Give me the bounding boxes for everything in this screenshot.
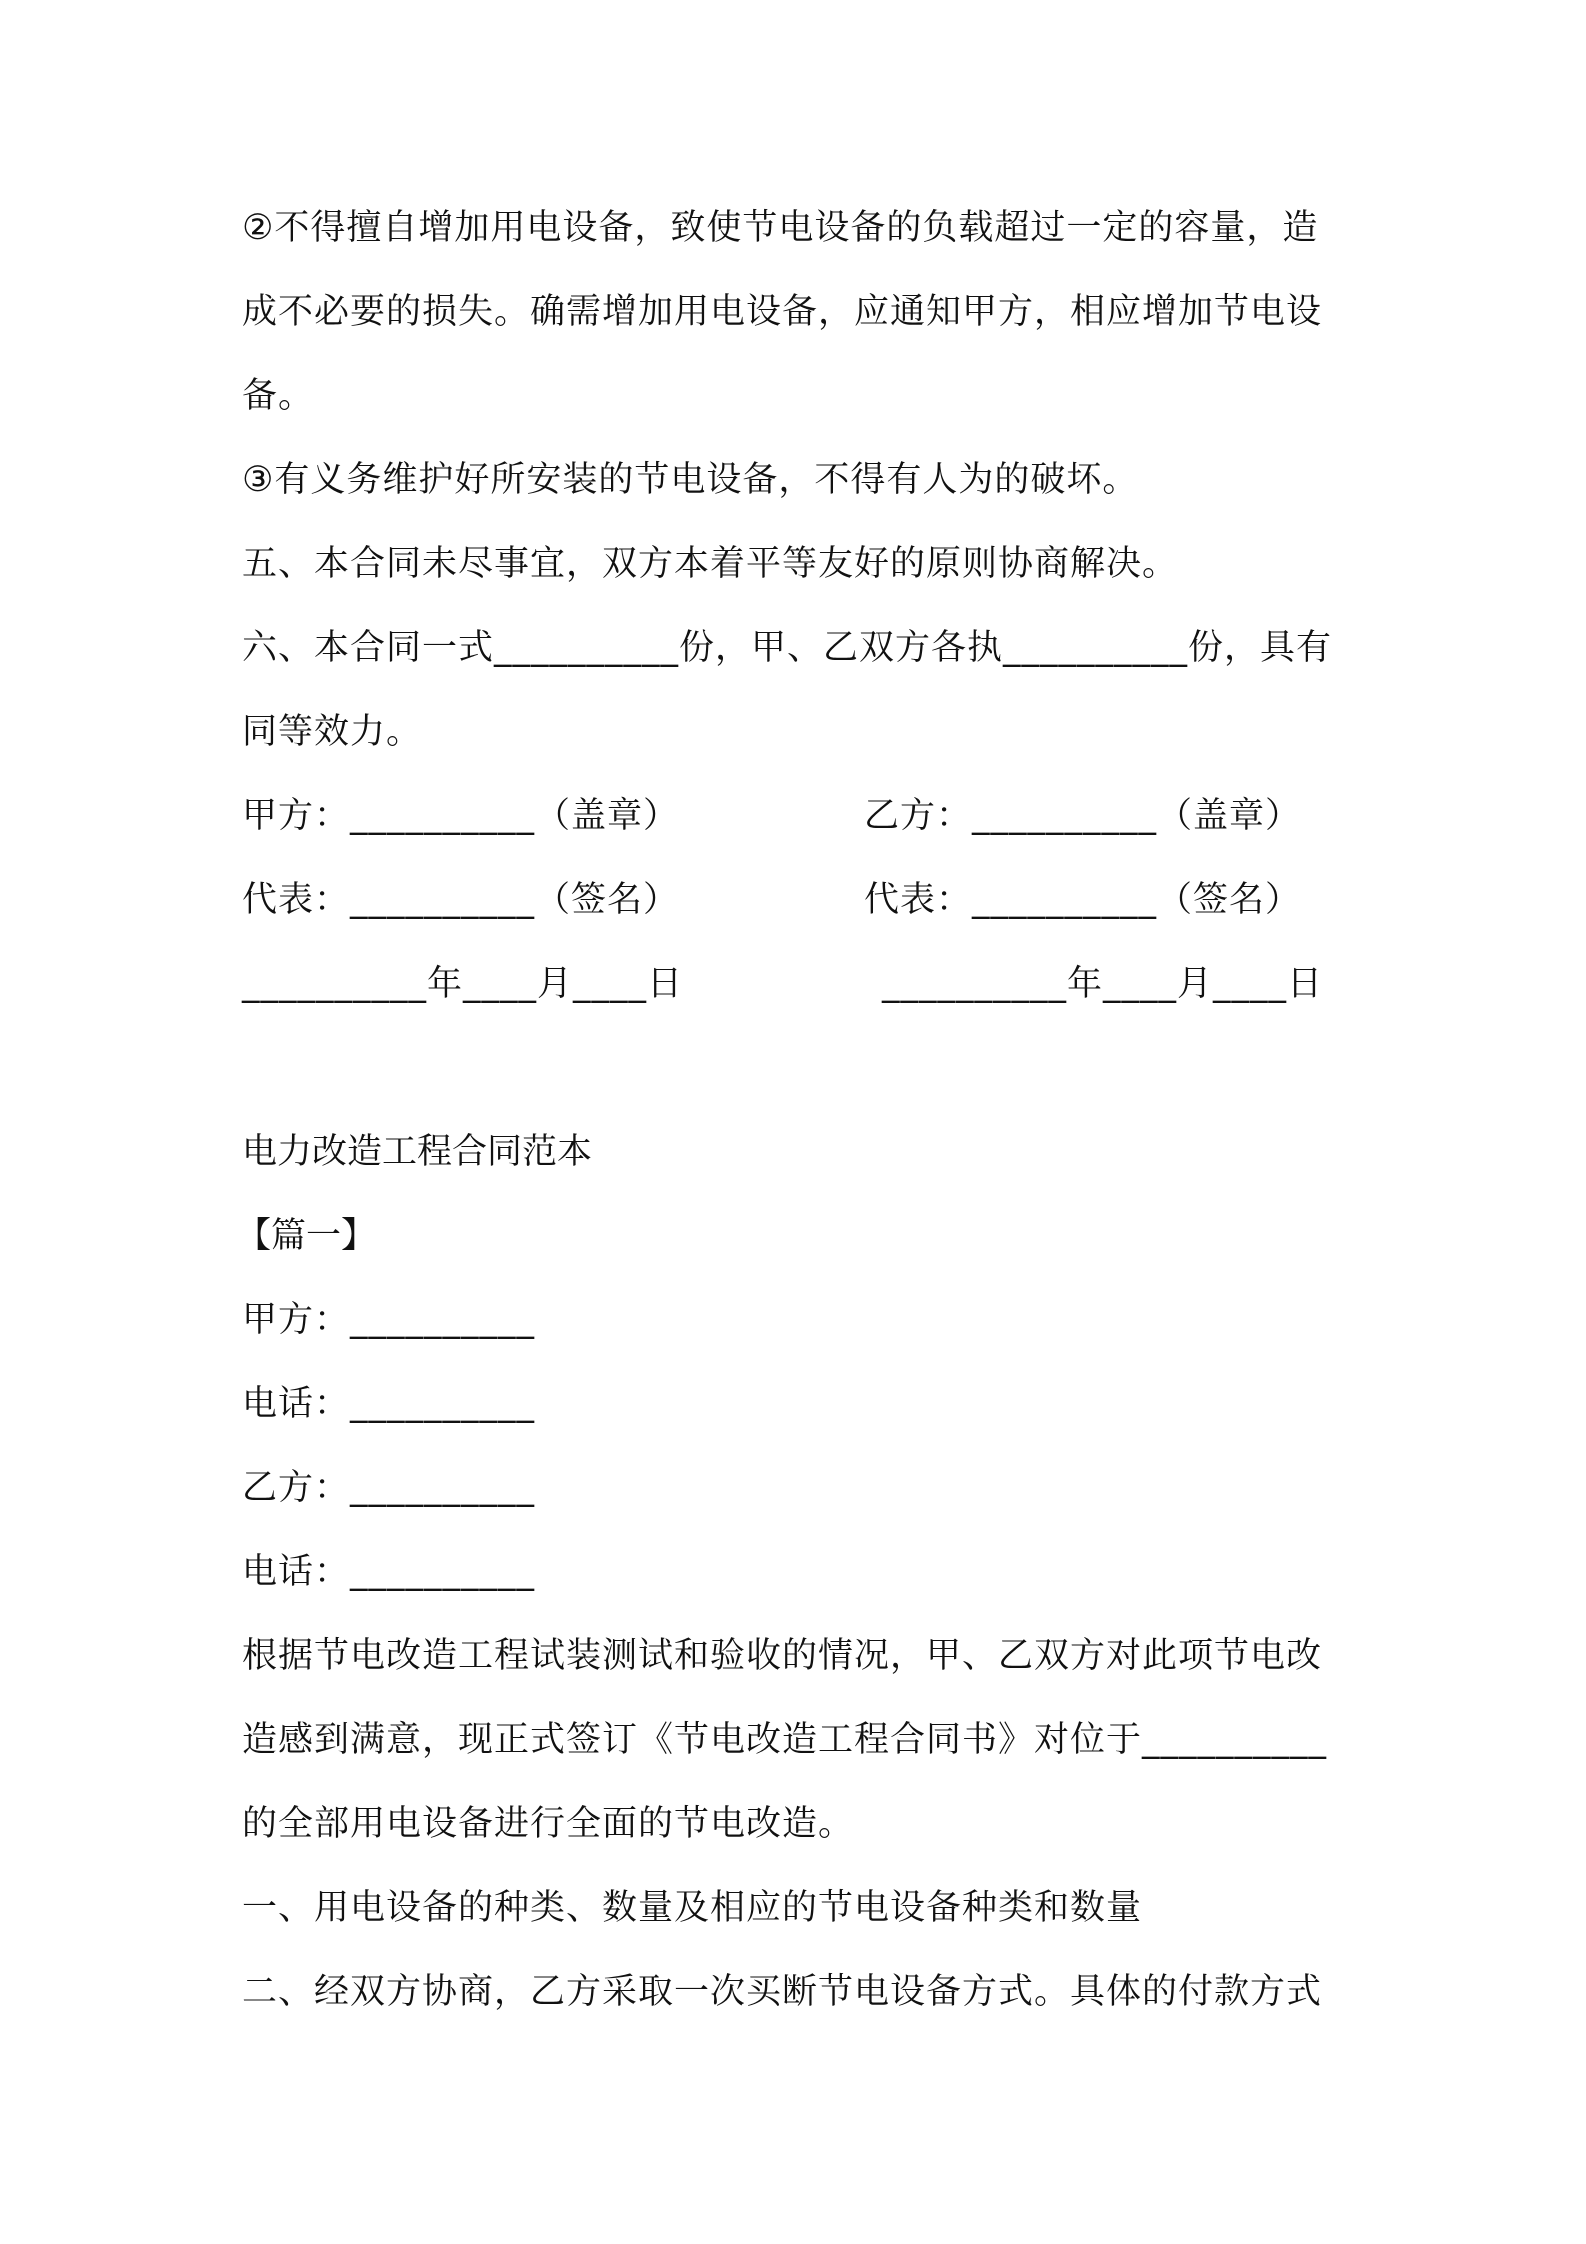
signature-rep-row	[242, 878, 1302, 922]
clause-1: 一、用电设备的种类、数量及相应的节电设备种类和数量	[242, 1888, 1143, 1928]
template-party-b: 乙方：__________	[242, 1468, 536, 1508]
signature-party-row	[242, 794, 1302, 838]
template-title: 电力改造工程合同范本	[242, 1132, 593, 1172]
template-phone-a: 电话：__________	[242, 1384, 536, 1424]
part-label: 【篇一】	[236, 1216, 377, 1256]
template-party-a: 甲方：__________	[242, 1300, 536, 1340]
clause-2: 二、经双方协商，乙方采取一次买断节电设备方式。具体的付款方式	[242, 1972, 1323, 2012]
intro-line2: 造感到满意，现正式签订《节电改造工程合同书》对位于__________	[242, 1720, 1328, 1760]
item2-line3: 备。	[242, 376, 315, 416]
party-a-seal: 甲方：__________（盖章）	[242, 796, 680, 836]
date-a: __________年____月____日	[242, 964, 684, 1004]
rep-b-sign: 代表：__________（签名）	[864, 880, 1302, 920]
item2-line2: 成不必要的损失。确需增加用电设备，应通知甲方，相应增加节电设	[242, 292, 1323, 332]
item3: ③有义务维护好所安装的节电设备，不得有人为的破坏。	[242, 460, 1139, 500]
template-phone-b: 电话：__________	[242, 1552, 536, 1592]
item2-line1: ②不得擅自增加用电设备，致使节电设备的负载超过一定的容量，造	[242, 208, 1319, 248]
clause-6-line2: 同等效力。	[242, 712, 423, 752]
clause-5: 五、本合同未尽事宜，双方本着平等友好的原则协商解决。	[242, 544, 1179, 584]
date-b: __________年____月____日	[882, 964, 1324, 1004]
intro-line3: 的全部用电设备进行全面的节电改造。	[242, 1804, 855, 1844]
rep-a-sign: 代表：__________（签名）	[242, 880, 680, 920]
signature-date-row	[242, 962, 1324, 1006]
intro-line1: 根据节电改造工程试装测试和验收的情况，甲、乙双方对此项节电改	[242, 1636, 1323, 1676]
clause-6-line1: 六、本合同一式__________份，甲、乙双方各执__________份，具有	[242, 628, 1333, 668]
party-b-seal: 乙方：__________（盖章）	[864, 796, 1302, 836]
